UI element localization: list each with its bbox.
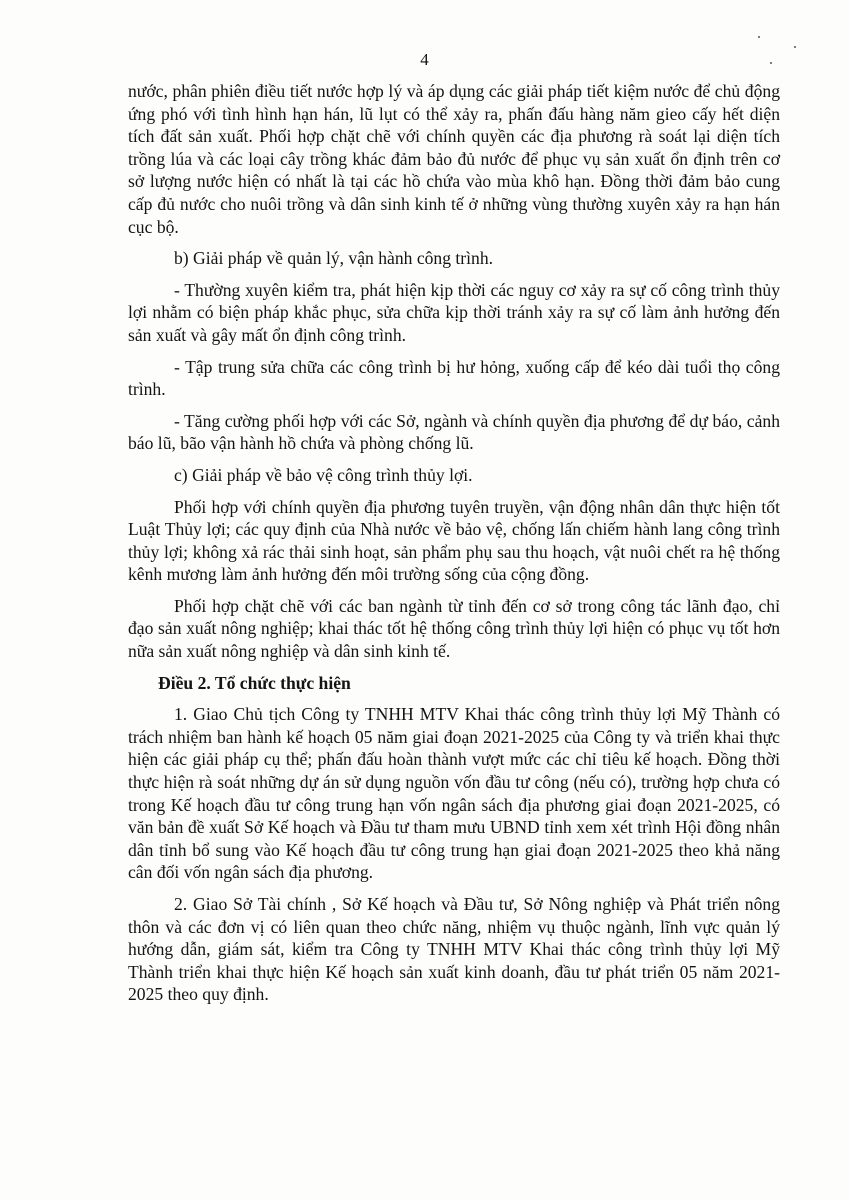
document-body <box>128 80 780 1015</box>
paragraph-coordination: - Tăng cường phối hợp với các Sở, ngành và chính quyền địa phương để dự báo, cảnh báo lũ, bão vận hành hồ chứa và phòng chống lũ. <box>128 410 780 454</box>
paragraph-assignment-2: 2. Giao Sở Tài chính , Sở Kế hoạch và Đầu tư, Sở Nông nghiệp và Phát triển nông thôn và các đơn vị có liên quan theo chức năng, nhiệm vụ thuộc ngành, lĩnh vực quản lý hướng dẫn, giám sát, kiểm tra Công ty TNHH MTV Khai thác công trình thủy lợi Mỹ Thành triển khai thực hiện Kế hoạch sản xuất kinh doanh, đầu tư phát triển 05 năm 2021-2025 theo quy định. <box>128 894 780 1005</box>
paragraph-propaganda: Phối hợp với chính quyền địa phương tuyên truyền, vận động nhân dân thực hiện tốt Luật Thủy lợi; các quy định của Nhà nước về bảo vệ, chống lấn chiếm hành lang công trình thủy lợi; không xả rác thải sinh hoạt, sản phẩm phụ sau thu hoạch, vật nuôi chết ra hệ thống kênh mương làm ảnh hưởng đến môi trường sống của cộng đồng. <box>128 496 780 585</box>
scan-speck <box>758 36 760 38</box>
paragraph-assignment-1: 1. Giao Chủ tịch Công ty TNHH MTV Khai thác công trình thủy lợi Mỹ Thành có trách nhiệm ban hành kế hoạch 05 năm giai đoạn 2021-2025 của Công ty và triển khai thực hiện các giải pháp cụ thể; phấn đấu hoàn thành vượt mức các chỉ tiêu kế hoạch. Đồng thời thực hiện rà soát những dự án sử dụng nguồn vốn đầu tư công (nếu có), trường hợp chưa có trong Kế hoạch đầu tư công trung hạn vốn ngân sách địa phương giai đoạn 2021-2025, có văn bản đề xuất Sở Kế hoạch và Đầu tư tham mưu UBND tỉnh xem xét trình Hội đồng nhân dân tỉnh bổ sung vào Kế hoạch đầu tư công trung hạn giai đoạn 2021-2025 theo khả năng cân đối vốn ngân sách địa phương. <box>128 704 780 883</box>
paragraph-inspection: - Thường xuyên kiểm tra, phát hiện kịp thời các nguy cơ xảy ra sự cố công trình thủy lợi nhằm có biện pháp khắc phục, sửa chữa kịp thời tránh xảy ra sự cố làm ảnh hưởng đến sản xuất và gây mất ổn định công trình. <box>128 279 780 345</box>
paragraph-repair: - Tập trung sửa chữa các công trình bị hư hỏng, xuống cấp để kéo dài tuổi thọ công trình. <box>128 356 780 400</box>
subheading-protection-solution: c) Giải pháp về bảo vệ công trình thủy lợi. <box>174 464 473 485</box>
article-2-heading: Điều 2. Tổ chức thực hiện <box>158 672 351 693</box>
page-number: 4 <box>420 50 429 69</box>
paragraph-cooperation: Phối hợp chặt chẽ với các ban ngành từ tỉnh đến cơ sở trong công tác lãnh đạo, chỉ đạo sản xuất nông nghiệp; khai thác tốt hệ thống công trình thủy lợi hiện có phục vụ tốt hơn nữa sản xuất nông nghiệp và dân sinh kinh tế. <box>128 595 780 662</box>
paragraph-water-regulation: nước, phân phiên điều tiết nước hợp lý và áp dụng các giải pháp tiết kiệm nước để chủ động ứng phó với tình hình hạn hán, lũ lụt có thể xảy ra, phấn đấu hàng năm gieo cấy hết diện tích đất sản xuất. Phối hợp chặt chẽ với chính quyền các địa phương rà soát lại diện tích trồng lúa và các loại cây trồng khác đảm bảo đủ nước để phục vụ sản xuất ổn định trên cơ sở lượng nước hiện có nhất là tại các hồ chứa vào mùa khô hạn. Đồng thời đảm bảo cung cấp đủ nước cho nuôi trồng và dân sinh kinh tế ở những vùng thường xuyên xảy ra hạn hán cục bộ. <box>128 81 780 237</box>
scan-speck <box>794 46 796 48</box>
subheading-management-solution: b) Giải pháp về quản lý, vận hành công trình. <box>174 248 494 269</box>
